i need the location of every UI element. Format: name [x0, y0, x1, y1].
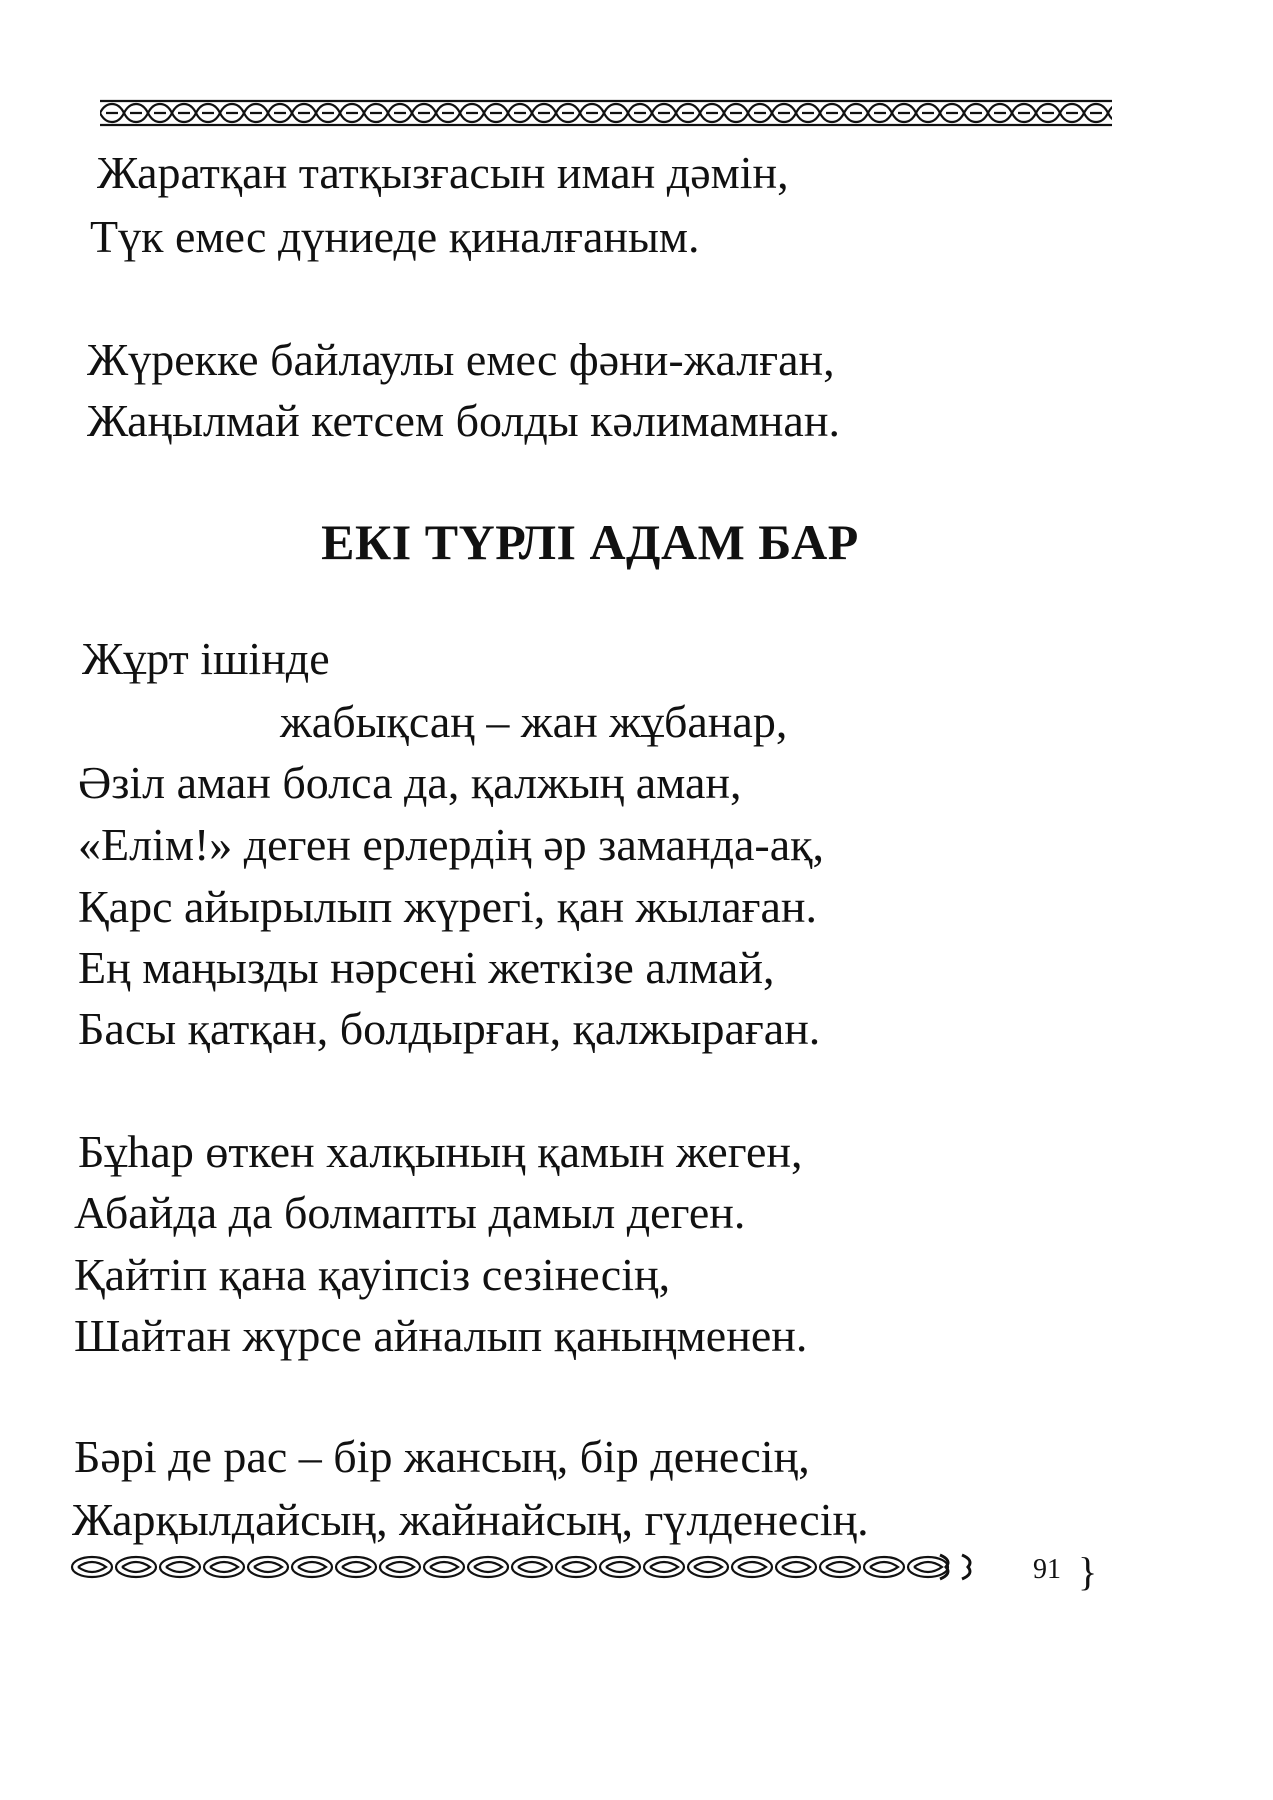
poem-line: жабықсаң – жан жұбанар,: [280, 696, 788, 747]
page-number: 91: [1033, 1554, 1061, 1585]
poem-line: Жарқылдайсың, жайнайсың, гүлденесің.: [72, 1494, 869, 1545]
poem-title: ЕКІ ТҮРЛІ АДАМ БАР: [321, 514, 859, 570]
poem-line: Ең маңызды нәрсені жеткізе алмай,: [78, 942, 775, 993]
poem-line: Басы қатқан, болдырған, қалжыраған.: [78, 1003, 821, 1054]
ornament-top-icon: [100, 98, 1112, 128]
poem-line: Жаратқан татқызғасын иман дәмін,: [97, 147, 789, 198]
poem-line: Бәрі де рас – бір жансың, бір денесің,: [74, 1431, 810, 1482]
poem-line: Жаңылмай кетсем болды кәлимамнан.: [87, 395, 840, 446]
poem-line: Бұһар өткен халқының қамын жеген,: [78, 1126, 803, 1177]
poem-line: Қарс айырылып жүрегі, қан жылаған.: [78, 881, 818, 932]
poem-line: Түк емес дүниеде қиналғаным.: [90, 211, 700, 262]
poem-line: Шайтан жүрсе айналып қаныңменен.: [74, 1310, 808, 1361]
poem-line: Қайтіп қана қауіпсіз сезінесің,: [74, 1249, 671, 1300]
poem-line: Әзіл аман болса да, қалжың аман,: [78, 757, 742, 808]
poem-line: Жұрт ішінде: [82, 633, 330, 684]
poem-line: «Елім!» деген ерлердің әр заманда-ақ,: [78, 819, 824, 870]
poem-line: Абайда да болмапты дамыл деген.: [74, 1187, 746, 1238]
brace-ornament-icon: }: [1078, 1549, 1098, 1594]
poem-line: Жүрекке байлаулы емес фәни-жалған,: [87, 334, 835, 385]
ornament-bottom-icon: [70, 1552, 990, 1582]
